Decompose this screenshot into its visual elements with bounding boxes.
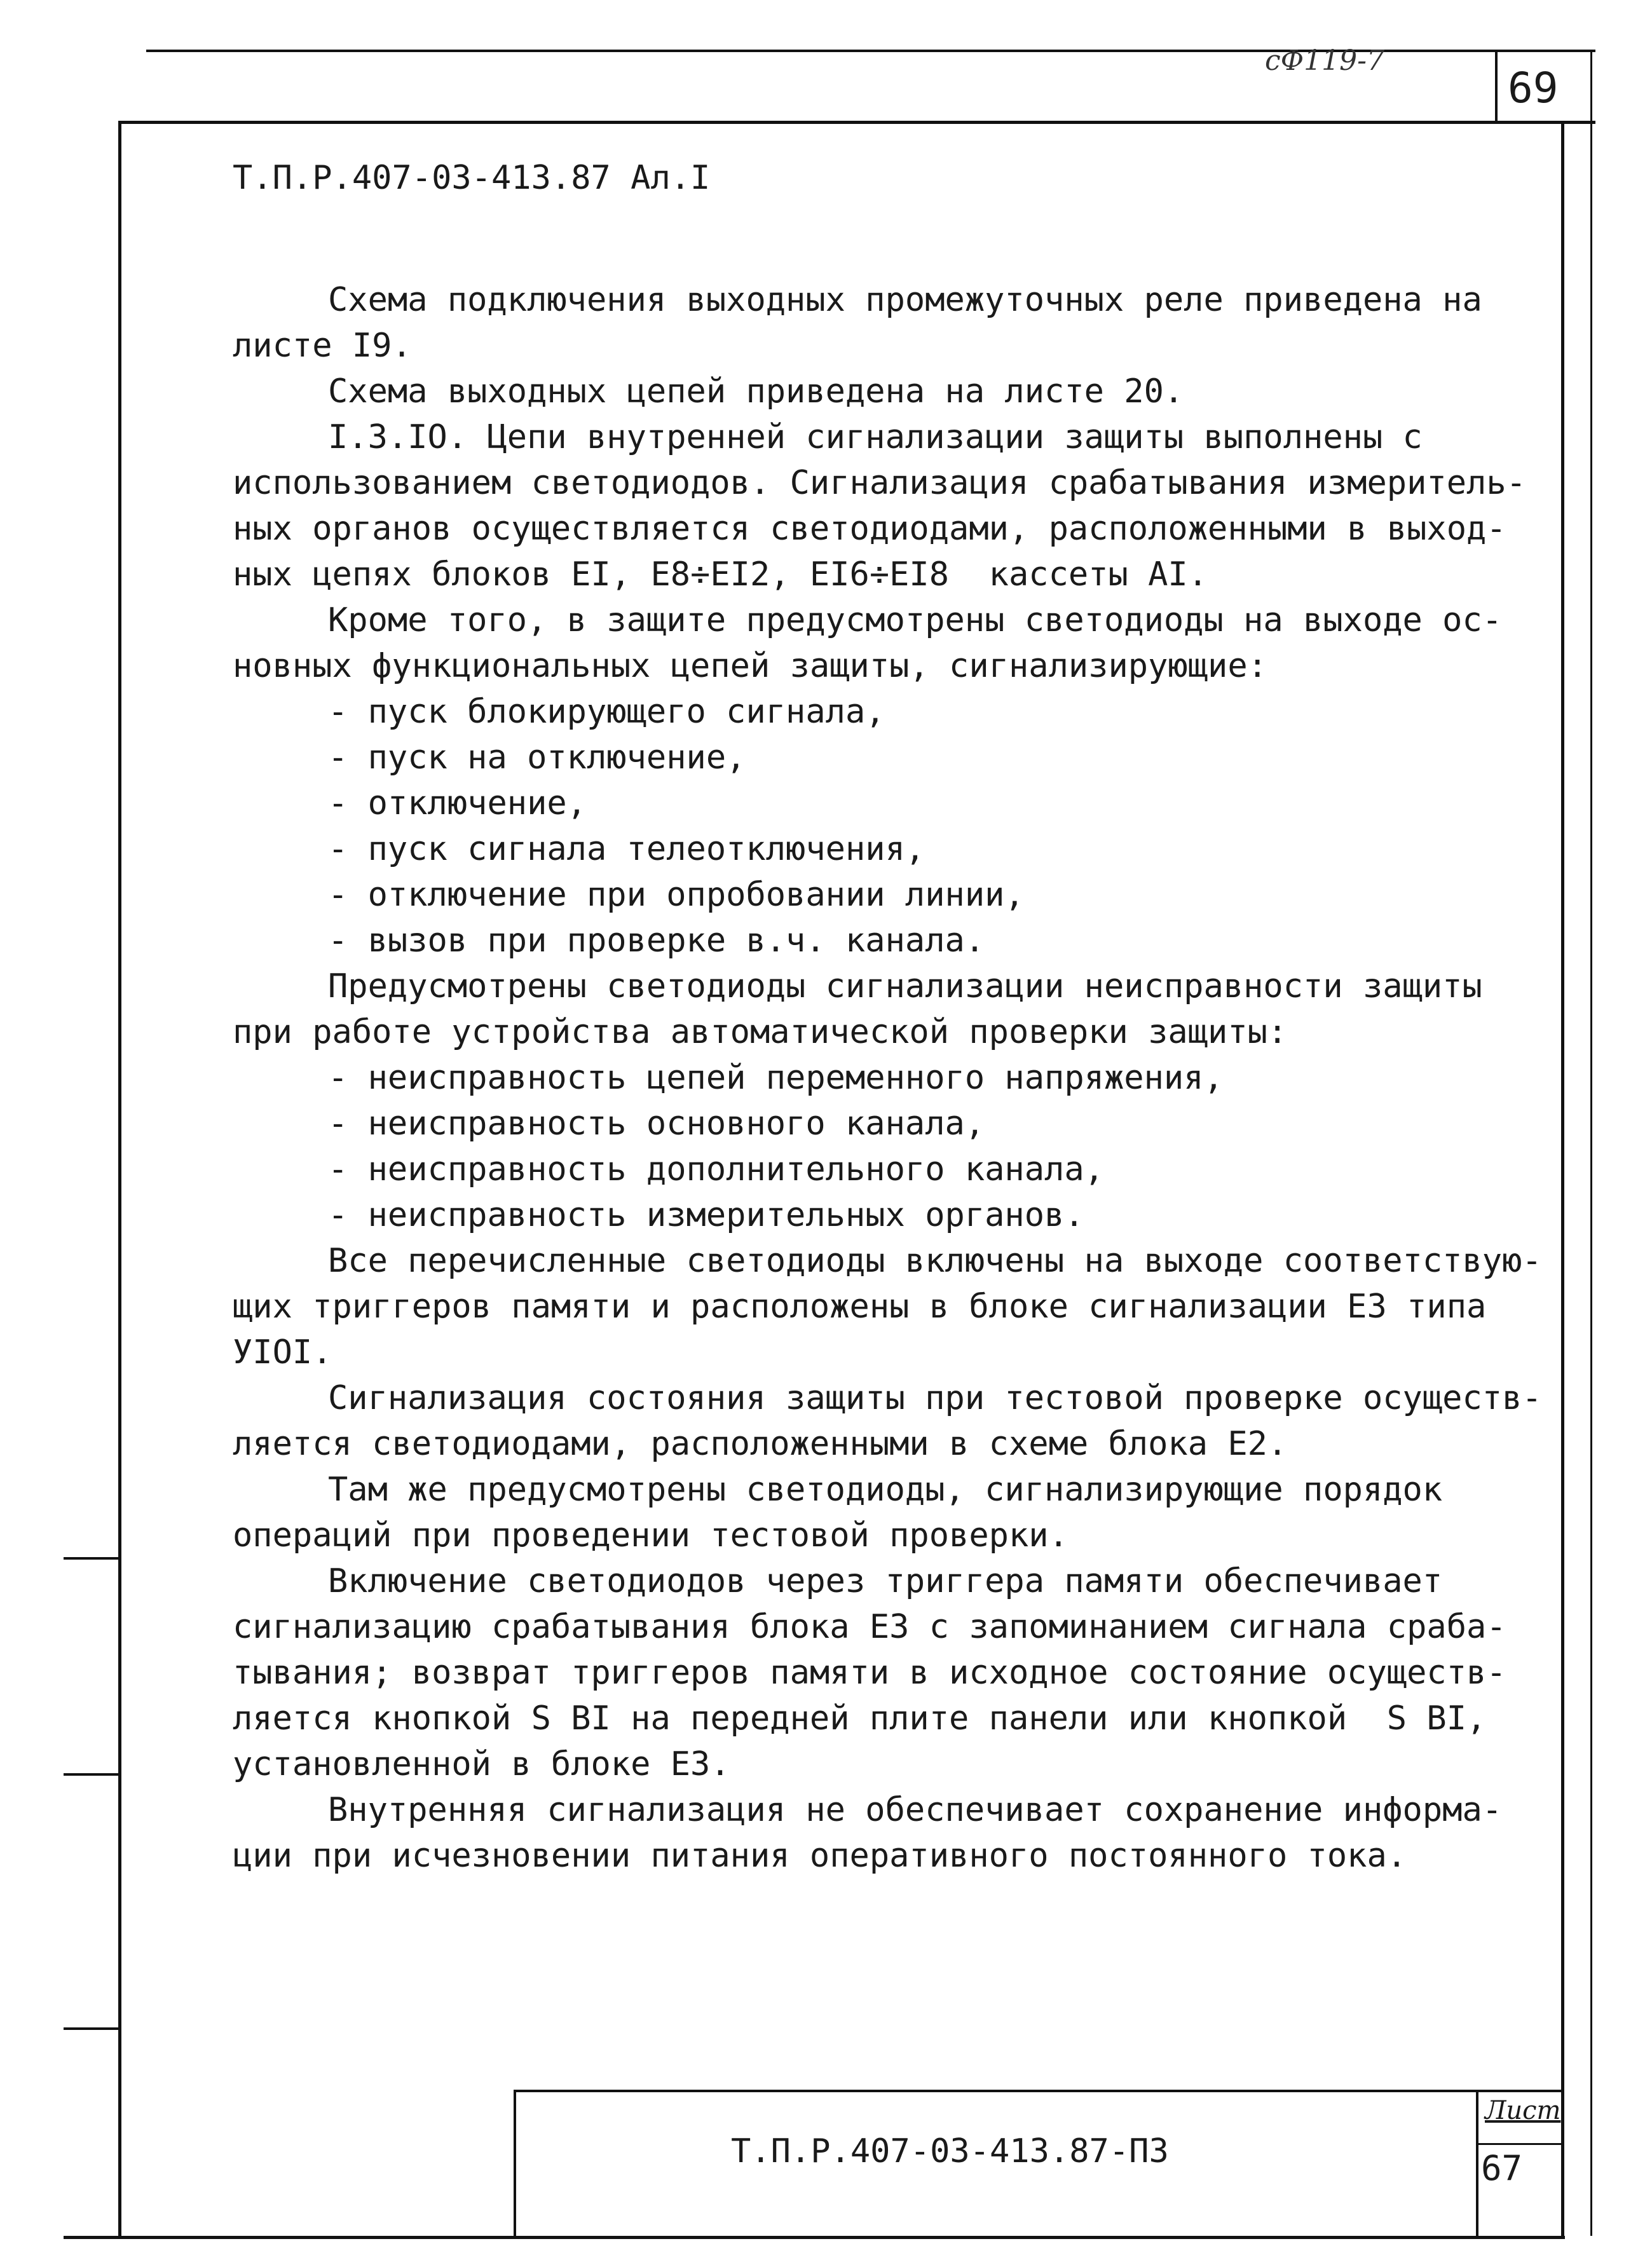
text-line: - пуск на отключение, bbox=[328, 739, 746, 777]
text-line: при работе устройства автоматической проверки защиты: bbox=[233, 1013, 1288, 1051]
text-line: Внутренняя сигнализация не обеспечивает сохранение информа- bbox=[328, 1791, 1503, 1829]
body-text bbox=[233, 277, 1542, 1879]
text-line: - пуск блокирующего сигнала, bbox=[328, 693, 885, 731]
text-line: операций при проведении тестовой проверки. bbox=[233, 1516, 1068, 1555]
frame-right bbox=[1561, 121, 1564, 2237]
text-line: - неисправность основного канала, bbox=[328, 1105, 985, 1143]
margin-tick bbox=[64, 1557, 119, 1560]
text-line: - неисправность цепей переменного напряжения, bbox=[328, 1059, 1224, 1097]
text-line: Там же предусмотрены светодиоды, сигнализирующие порядок bbox=[328, 1471, 1443, 1509]
frame-bottom bbox=[64, 2236, 1565, 2239]
title-block-left bbox=[514, 2090, 516, 2237]
right-outer-rule bbox=[1590, 50, 1592, 2236]
text-line: ляется светодиодами, расположенными в схеме блока Е2. bbox=[233, 1425, 1288, 1463]
text-line: Включение светодиодов через триггера памяти обеспечивает bbox=[328, 1562, 1443, 1600]
text-line: ции при исчезновении питания оперативного постоянного тока. bbox=[233, 1837, 1407, 1875]
frame-top bbox=[118, 121, 1595, 124]
text-line: листе I9. bbox=[233, 327, 412, 365]
sheet-label: Лист bbox=[1485, 2096, 1561, 2125]
text-line: установленной в блоке Е3. bbox=[233, 1745, 730, 1783]
text-line: Сигнализация состояния защиты при тестовой проверке осуществ- bbox=[328, 1379, 1542, 1417]
text-line: - отключение, bbox=[328, 784, 587, 822]
text-line: - неисправность дополнительного канала, bbox=[328, 1150, 1104, 1188]
handwritten-mark: сФ119-7 bbox=[1265, 44, 1385, 77]
page-number: 69 bbox=[1508, 64, 1559, 112]
title-block-top bbox=[514, 2090, 1562, 2092]
frame-left bbox=[118, 121, 121, 2237]
text-line: щих триггеров памяти и расположены в блоке сигнализации Е3 типа bbox=[233, 1288, 1487, 1326]
sheet-number: 67 bbox=[1481, 2148, 1523, 2188]
title-block-sheet-mid bbox=[1476, 2143, 1562, 2145]
text-line: - отключение при опробовании линии, bbox=[328, 876, 1025, 914]
text-line: Схема выходных цепей приведена на листе 20. bbox=[328, 372, 1184, 411]
text-line: - пуск сигнала телеотключения, bbox=[328, 830, 925, 868]
title-block-code: Т.П.Р.407-03-413.87-П3 bbox=[731, 2132, 1169, 2170]
document-code-header: Т.П.Р.407-03-413.87 Ал.I bbox=[233, 159, 711, 197]
text-line: ных органов осуществляется светодиодами, расположенными в выход- bbox=[233, 510, 1506, 548]
margin-tick bbox=[64, 1773, 119, 1776]
text-line: УIОI. bbox=[233, 1333, 332, 1372]
text-line: новных функциональных цепей защиты, сигнализирующие: bbox=[233, 647, 1267, 685]
text-line: Предусмотрены светодиоды сигнализации неисправности защиты bbox=[328, 967, 1482, 1005]
text-line: - вызов при проверке в.ч. канала. bbox=[328, 922, 985, 960]
title-block-sheet-divider bbox=[1476, 2090, 1478, 2237]
text-line: ных цепях блоков ЕI, Е8÷ЕI2, ЕI6÷ЕI8 кассеты АI. bbox=[233, 555, 1208, 594]
text-line: Все перечисленные светодиоды включены на выходе соответствую- bbox=[328, 1242, 1542, 1280]
margin-tick bbox=[64, 2027, 119, 2030]
text-line: Кроме того, в защите предусмотрены светодиоды на выходе ос- bbox=[328, 601, 1503, 639]
text-line: - неисправность измерительных органов. bbox=[328, 1196, 1084, 1234]
page-number-box-left bbox=[1495, 50, 1498, 122]
text-line: сигнализацию срабатывания блока Е3 с запоминанием сигнала сраба- bbox=[233, 1608, 1506, 1646]
text-line: I.3.IO. Цепи внутренней сигнализации защиты выполнены с bbox=[328, 418, 1423, 456]
text-line: тывания; возврат триггеров памяти в исходное состояние осуществ- bbox=[233, 1654, 1506, 1692]
text-line: использованием светодиодов. Сигнализация срабатывания измеритель- bbox=[233, 464, 1526, 502]
text-line: ляется кнопкой S ВI на передней плите панели или кнопкой S ВI, bbox=[233, 1699, 1487, 1738]
text-line: Схема подключения выходных промежуточных реле приведена на bbox=[328, 281, 1482, 319]
